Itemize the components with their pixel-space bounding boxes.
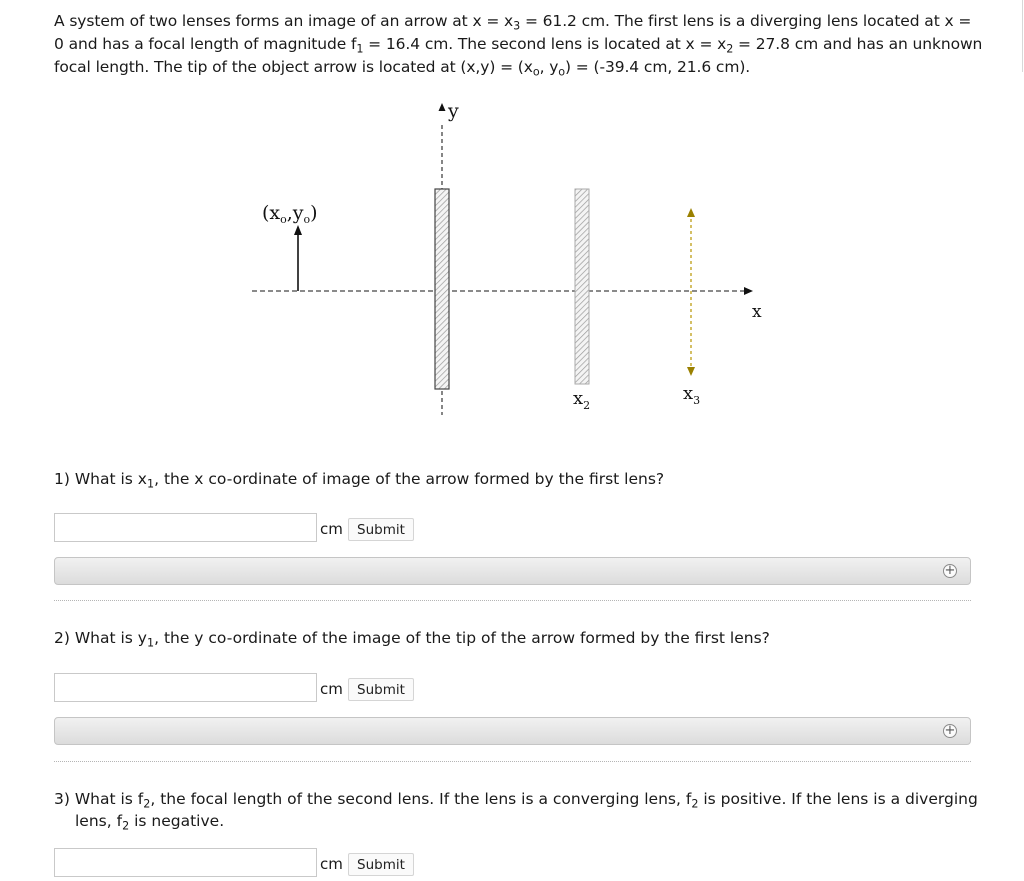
problem-statement: A system of two lenses forms an image of an arrow at $x = x_3 = 61.2$ cm. The first lens is a diverging lens located at x = 0 and has a focal length of magnitude $f_1 = 16.4$ cm. The second lens is located at $x = x_2 = 27.8$ cm and has an unknown focal length. The tip of the object arrow is located at $(x,y) = (x_o$, $y_o) = (-39.4$ cm, 21.6 cm). <box>54 12 983 79</box>
lens-diagram <box>240 95 780 430</box>
unit-label-1: cm <box>320 520 343 538</box>
x2-label: $x_2$ <box>573 388 591 412</box>
lens-one <box>435 189 449 389</box>
image-arrowhead-bottom <box>687 367 695 376</box>
submit-button-2[interactable]: Submit <box>348 678 414 701</box>
image-arrowhead-top <box>687 208 695 217</box>
unit-label-3: cm <box>320 855 343 873</box>
question-3-text: 3) What is $f_2$, the focal length of the second lens. If the lens is a converging lens, $f_2$ is positive. If the lens is a diverging lens, $f_2$ is negative. <box>54 790 978 833</box>
y-axis-label: y <box>448 100 459 122</box>
submit-button-1[interactable]: Submit <box>348 518 414 541</box>
hint-bar-1[interactable] <box>54 557 971 585</box>
lens-two <box>575 189 589 384</box>
y-axis-arrowhead <box>439 103 446 111</box>
object-arrowhead <box>294 225 302 235</box>
question-divider-2 <box>54 761 971 762</box>
unit-label-2: cm <box>320 680 343 698</box>
x-axis-arrowhead <box>744 287 753 295</box>
question-divider-1 <box>54 600 971 601</box>
answer-input-1[interactable] <box>54 513 317 542</box>
hint-bar-2[interactable] <box>54 717 971 745</box>
question-2-text: 2) What is $y_1$, the y co-ordinate of the image of the tip of the arrow formed by the first lens? <box>54 629 770 650</box>
page-edge-rule <box>1022 0 1023 72</box>
plus-circle-icon[interactable]: + <box>944 563 956 578</box>
answer-input-2[interactable] <box>54 673 317 702</box>
question-1-text: 1) What is $x_1$, the x co-ordinate of image of the arrow formed by the first lens? <box>54 470 665 491</box>
x3-label: $x_3$ <box>683 383 701 407</box>
answer-input-3[interactable] <box>54 848 317 877</box>
submit-button-3[interactable]: Submit <box>348 853 414 876</box>
object-label: $(x_o,y_o)$ <box>262 202 318 226</box>
x-axis-label: x <box>752 302 762 322</box>
plus-circle-icon[interactable]: + <box>944 723 956 738</box>
